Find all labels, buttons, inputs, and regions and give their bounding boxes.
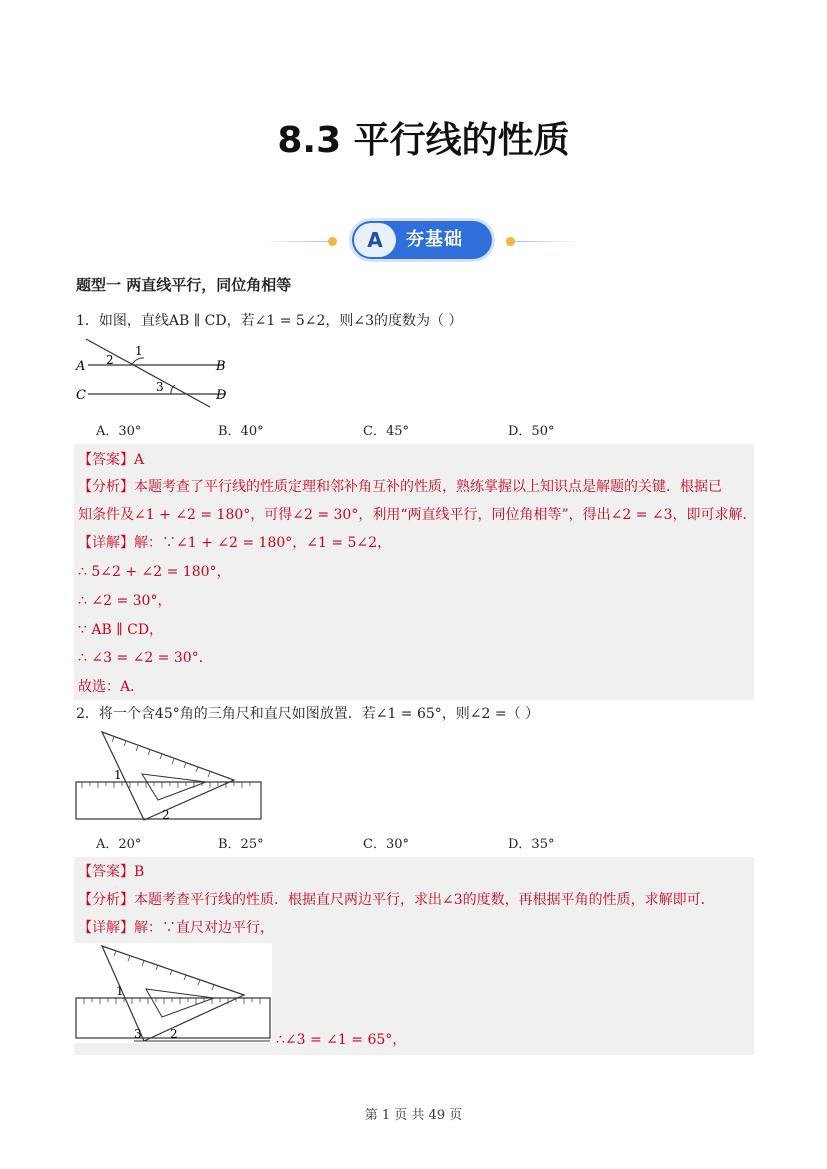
q1-option-d: D．50° [508,424,555,439]
q2-figure-label-angle-1: 1 [114,768,122,782]
q1-option-a: A．30° [96,424,142,439]
question-2-figure [74,730,264,825]
q1-detail-line-6: 故选：A． [78,679,145,695]
badge-pill [352,221,492,259]
badge-left-dot [328,237,337,246]
q2-option-d: D．35° [508,837,555,852]
q2-detail-line-2: ∴∠3 = ∠1 = 65°， [276,1032,407,1048]
figure-label-d: D [216,388,227,403]
badge-text: 夯基础 [406,229,463,250]
badge-right-line [514,241,582,242]
q2-analysis: 【分析】本题考查平行线的性质．根据直尺两边平行，求出∠3的度数，再根据平角的性质，求解即可． [78,892,715,908]
page-footer: 第 1 页 共 49 页 [364,1108,463,1123]
q1-detail-line-1: 【详解】解：∵∠1 + ∠2 = 180°，∠1 = 5∠2， [78,535,392,551]
figure-label-angle-2: 2 [106,353,114,367]
q1-detail-line-4: ∵ AB ∥ CD， [78,622,164,638]
badge-letter: A [354,223,396,257]
q1-detail-line-5: ∴ ∠3 = ∠2 = 30°． [78,650,213,666]
q2-option-a: A．20° [96,837,142,852]
figure-label-c: C [76,388,86,403]
q1-answer-box [74,444,757,700]
page-title: 8.3 平行线的性质 [277,120,570,161]
q2-answer: 【答案】B [78,864,145,880]
badge-left-line [262,241,332,242]
q2-detail-label-angle-2: 2 [170,1027,178,1041]
question-1-figure [74,335,239,410]
figure-label-angle-3: 3 [156,380,164,394]
q2-detail-figure [74,943,272,1043]
q1-detail-line-3: ∴ ∠2 = 30°， [78,593,172,609]
q2-figure-label-angle-2: 2 [162,808,170,822]
q2-detail-label-angle-3: 3 [134,1027,142,1041]
q1-option-c: C．45° [363,424,409,439]
section-title: 题型一 两直线平行，同位角相等 [76,276,292,294]
q1-detail-line-2: ∴ 5∠2 + ∠2 = 180°， [78,564,231,580]
q1-analysis-line-2: 知条件及∠1 + ∠2 = 180°，可得∠2 = 30°，利用“两直线平行，同位角相等”，得出∠2 = ∠3，即可求解． [78,507,757,523]
figure-label-a: A [76,359,86,374]
question-1-stem: 1．如图，直线AB ∥ CD，若∠1 = 5∠2，则∠3的度数为（ ） [76,313,463,329]
q2-option-c: C．30° [363,837,409,852]
q1-analysis-line-1: 【分析】本题考查了平行线的性质定理和邻补角互补的性质，熟练掌握以上知识点是解题的关键．根据已 [78,479,722,495]
q2-answer-box [74,857,754,1055]
q2-detail-label-angle-1: 1 [116,984,124,998]
figure-label-b: B [216,359,226,374]
q1-answer: 【答案】A [78,452,145,468]
level-badge [262,221,582,261]
figure-label-angle-1: 1 [135,344,143,358]
question-2-stem: 2．将一个含45°角的三角尺和直尺如图放置．若∠1 = 65°，则∠2 =（ ） [76,706,540,722]
q2-detail-line-1: 【详解】解：∵直尺对边平行， [78,920,274,936]
q2-option-b: B．25° [218,837,264,852]
q1-option-b: B．40° [218,424,264,439]
